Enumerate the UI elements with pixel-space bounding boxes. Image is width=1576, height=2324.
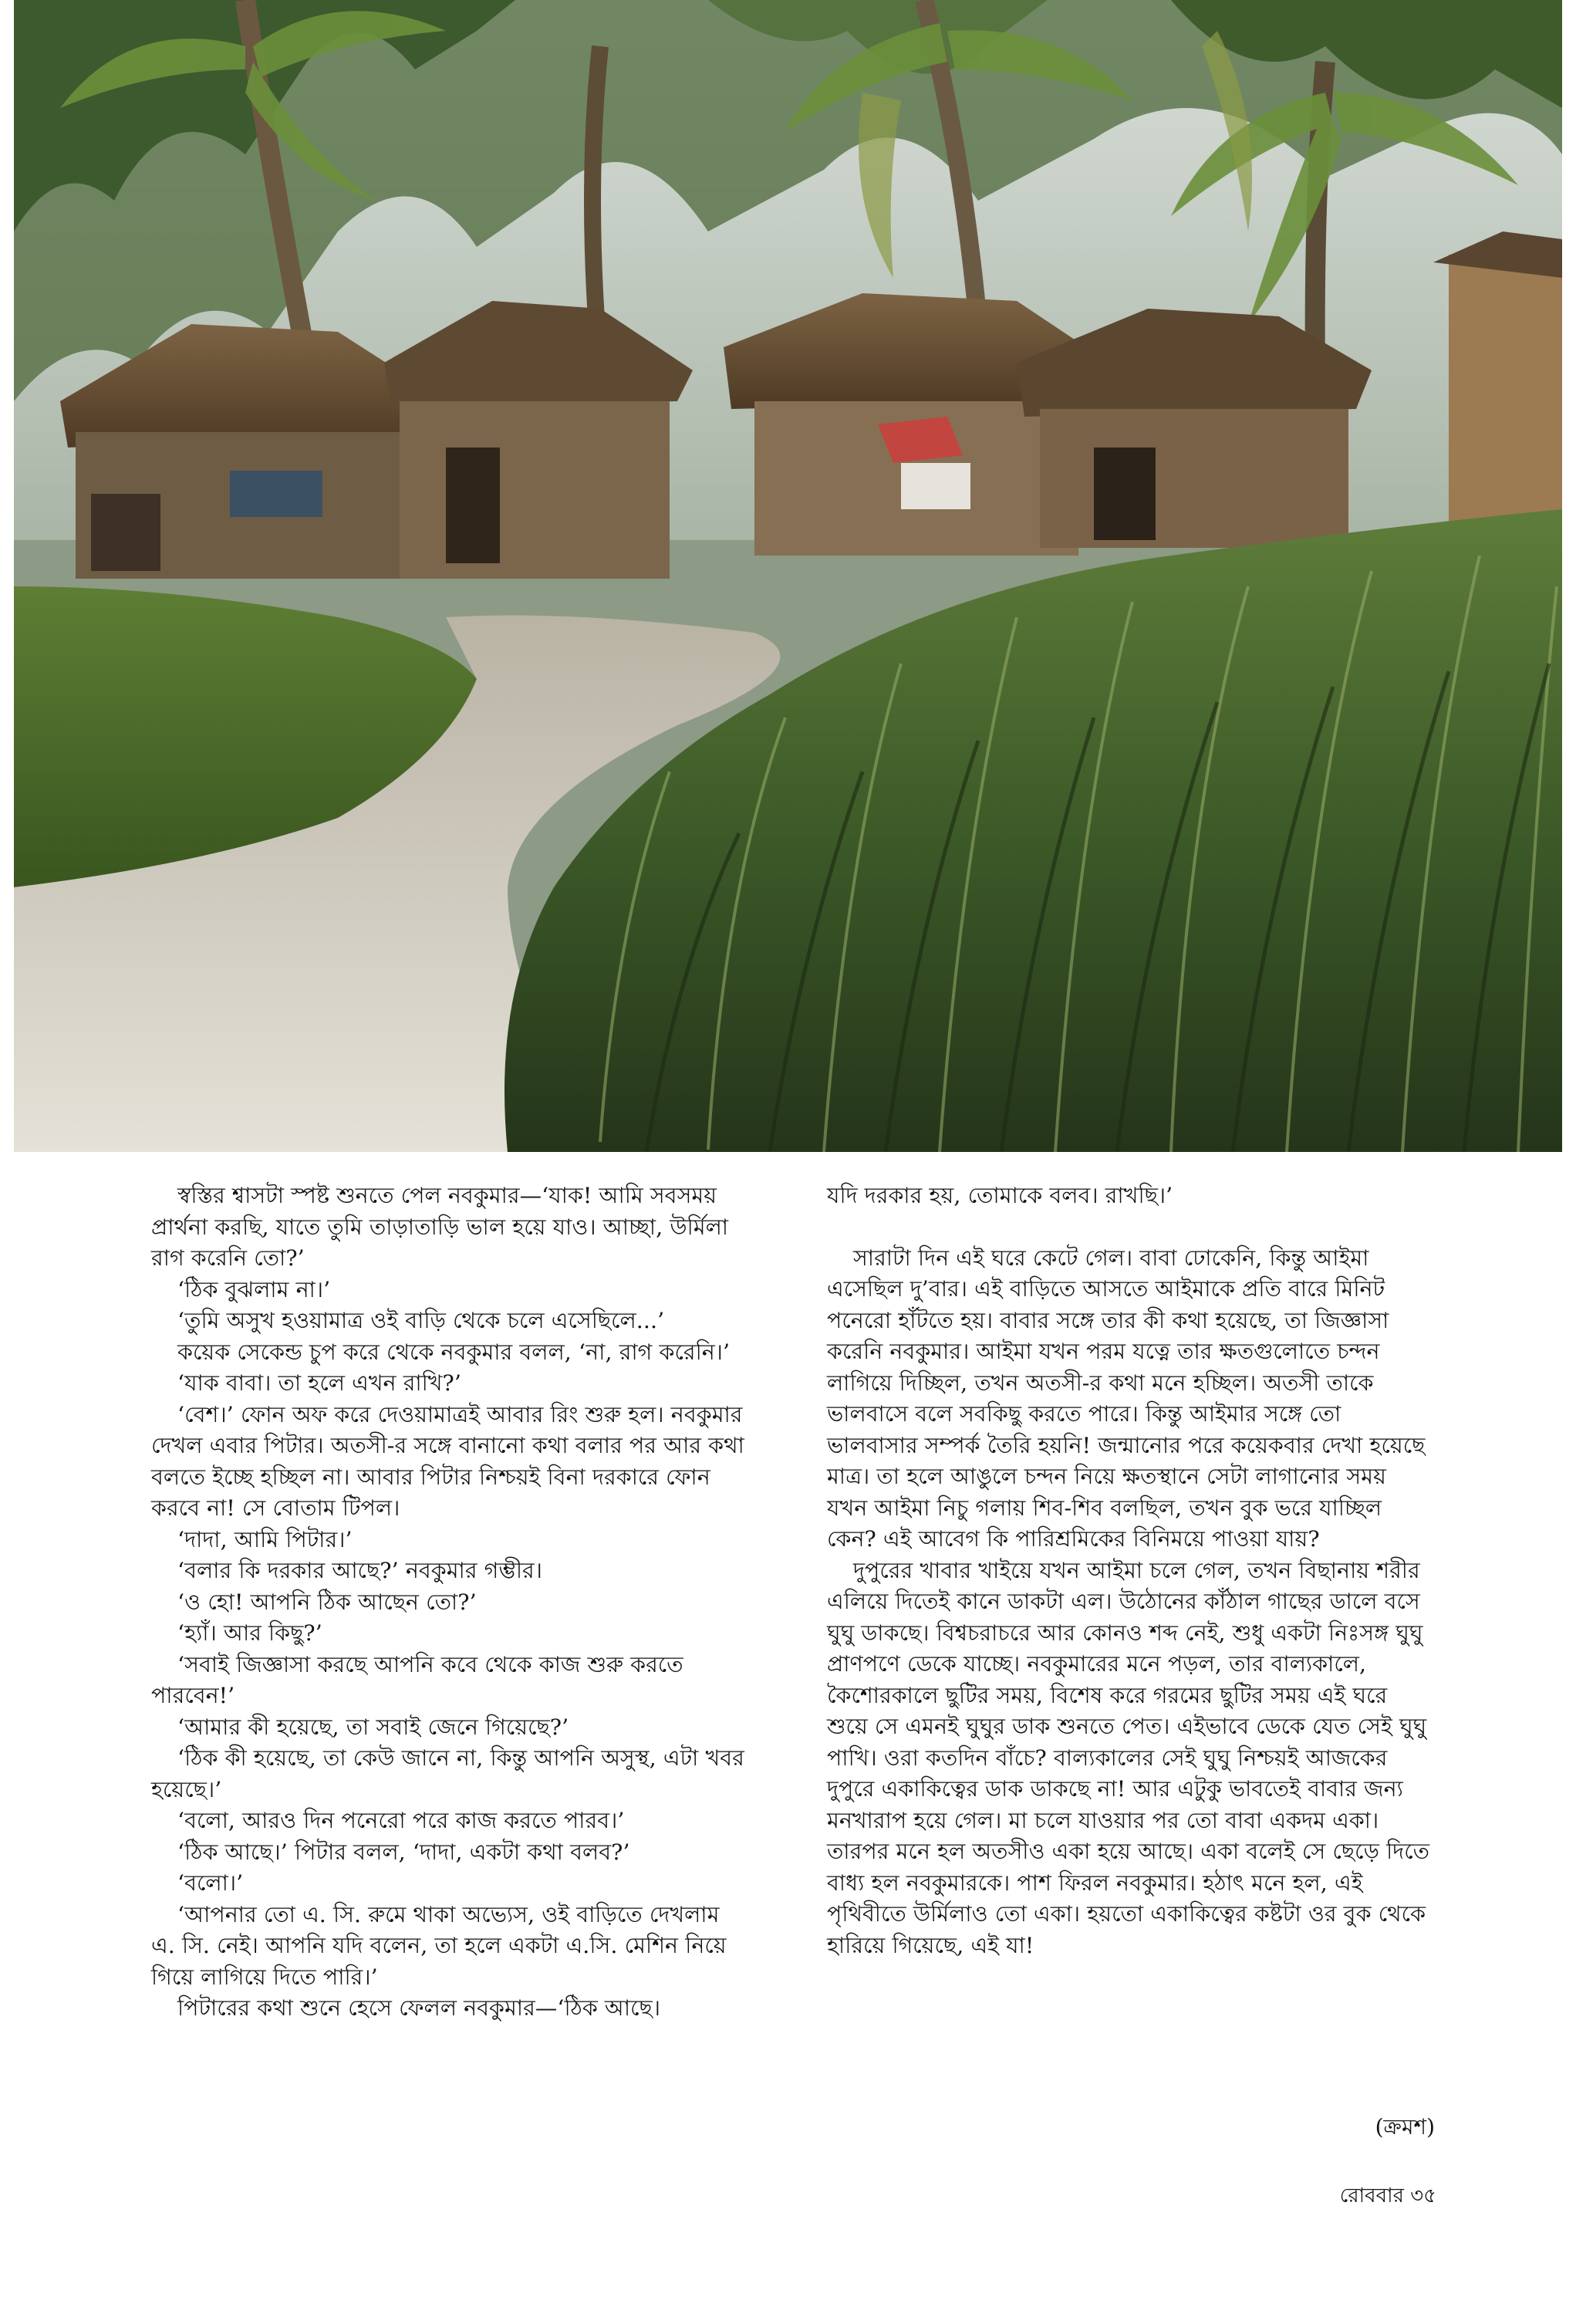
paragraph: ‘আপনার তো এ. সি. রুমে থাকা অভ্যেস, ওই বাড়িতে দেখলাম এ. সি. নেই। আপনি যদি বলেন, তা হলে একটা এ.সি. মেশিন নিয়ে গিয়ে লাগিয়ে দিতে পারি।’ [151,1901,727,1990]
article-column-right [827,1181,1433,1961]
paragraph: ‘দাদা, আমি পিটার।’ [177,1526,353,1552]
village-painting [14,0,1562,1152]
paragraph: স্বস্তির শ্বাসটা স্পষ্ট শুনতে পেল নবকুমার—‘যাক! আমি সবসময় প্রার্থনা করছি, যাতে তুমি তাড়াতাড়ি ভাল হয়ে যাও। আচ্ছা, উর্মিলা রাগ করেনি তো?’ [151,1183,729,1271]
paragraph: ‘বলো।’ [177,1870,244,1896]
continued-marker: (ক্রমশ) [1375,2114,1435,2140]
village-illustration [14,0,1562,1152]
paragraph: ‘তুমি অসুখ হওয়ামাত্র ওই বাড়ি থেকে চলে এসেছিলে...’ [177,1308,665,1333]
paragraph: সারাটা দিন এই ঘরে কেটে গেল। বাবা ঢোকেনি, কিন্তু আইমা এসেছিল দু’বার। এই বাড়িতে আসতে আইমাকে প্রতি বারে মিনিট পনেরো হাঁটতে হয়। বাবার সঙ্গে তার কী কথা হয়েছে, তা জিজ্ঞাসা করেনি নবকুমার। আইমা যখন পরম যত্নে তার ক্ষতগুলোতে চন্দন লাগিয়ে দিচ্ছিল, তখন অতসী-র কথা মনে হচ্ছিল। অতসী তাকে ভালবাসে বলে সবকিছু করতে পারে। কিন্তু আইমার সঙ্গে তো ভালবাসার সম্পর্ক তৈরি হয়নি! জন্মানোর পরে কয়েকবার দেখা হয়েছে মাত্র। তা হলে আঙুলে চন্দন নিয়ে ক্ষতস্থানে সেটা লাগানোর সময় যখন আইমা নিচু গলায় শিব-শিব বলছিল, তখন বুক ভরে যাচ্ছিল কেন? এই আবেগ কি পারিশ্রমিকের বিনিময়ে পাওয়া যায়? [827,1245,1426,1552]
paragraph: ‘বেশ।’ ফোন অফ করে দেওয়ামাত্রই আবার রিং শুরু হল। নবকুমার দেখল এবার পিটার। অতসী-র সঙ্গে বানানো কথা বলার পর আর কথা বলতে ইচ্ছে হচ্ছিল না। আবার পিটার নিশ্চয়ই বিনা দরকারে ফোন করবে না! সে বোতাম টিপল। [151,1401,744,1521]
paragraph: ‘ঠিক আছে।’ পিটার বলল, ‘দাদা, একটা কথা বলব?’ [177,1839,630,1865]
paragraph: কয়েক সেকেন্ড চুপ করে থেকে নবকুমার বলল, ‘না, রাগ করেনি।’ [177,1339,731,1365]
paragraph: যদি দরকার হয়, তোমাকে বলব। রাখছি।’ [827,1183,1173,1208]
paragraph: ‘যাক বাবা। তা হলে এখন রাখি?’ [177,1370,461,1396]
paragraph: ‘ঠিক বুঝলাম না।’ [177,1276,331,1302]
paragraph: ‘বলার কি দরকার আছে?’ নবকুমার গম্ভীর। [177,1558,543,1583]
paragraph: দুপুরের খাবার খাইয়ে যখন আইমা চলে গেল, তখন বিছানায় শরীর এলিয়ে দিতেই কানে ডাকটা এল। উঠোনের কাঁঠাল গাছের ডালে বসে ঘুঘু ডাকছে। বিশ্বচরাচরে আর কোনও শব্দ নেই, শুধু একটা নিঃসঙ্গ ঘুঘু প্রাণপণে ডেকে যাচ্ছে। নবকুমারের মনে পড়ল, তার বাল্যকালে, কৈশোরকালে ছুটির সময়, বিশেষ করে গরমের ছুটির সময় এই ঘরে শুয়ে সে এমনই ঘুঘুর ডাক শুনতে পেত। এইভাবে ডেকে যেত সেই ঘুঘু পাখি। ওরা কতদিন বাঁচে? বাল্যকালের সেই ঘুঘু নিশ্চয়ই আজকের দুপুরে একাকিত্বের ডাক ডাকছে না! আর এটুকু ভাবতেই বাবার জন্য মনখারাপ হয়ে গেল। মা চলে যাওয়ার পর তো বাবা একদম একা। তারপর মনে হল অতসীও একা হয়ে আছে। একা বলেই সে ছেড়ে দিতে বাধ্য হল নবকুমারকে। পাশ ফিরল নবকুমার। হঠাৎ মনে হল, এই পৃথিবীতে উর্মিলাও তো একা। হয়তো একাকিত্বের কষ্টটা ওর বুক থেকে হারিয়ে গিয়েছে, এই যা! [827,1557,1430,1958]
paragraph: ‘আমার কী হয়েছে, তা সবাই জেনে গিয়েছে?’ [177,1714,569,1740]
paragraph: ‘ও হো! আপনি ঠিক আছেন তো?’ [177,1589,477,1615]
paragraph: ‘বলো, আরও দিন পনেরো পরে কাজ করতে পারব।’ [177,1808,625,1833]
paragraph: পিটারের কথা শুনে হেসে ফেলল নবকুমার—‘ঠিক আছে। [177,1995,661,2021]
paragraph: ‘সবাই জিজ্ঞাসা করছে আপনি কবে থেকে কাজ শুরু করতে পারবেন!’ [151,1651,683,1708]
page-folio: রোববার ৩৫ [1339,2184,1436,2207]
paragraph: ‘ঠিক কী হয়েছে, তা কেউ জানে না, কিন্তু আপনি অসুস্থ, এটা খবর হয়েছে।’ [151,1745,744,1802]
paragraph: ‘হ্যাঁ। আর কিছু?’ [177,1620,322,1646]
article-column-left [151,1181,749,2025]
